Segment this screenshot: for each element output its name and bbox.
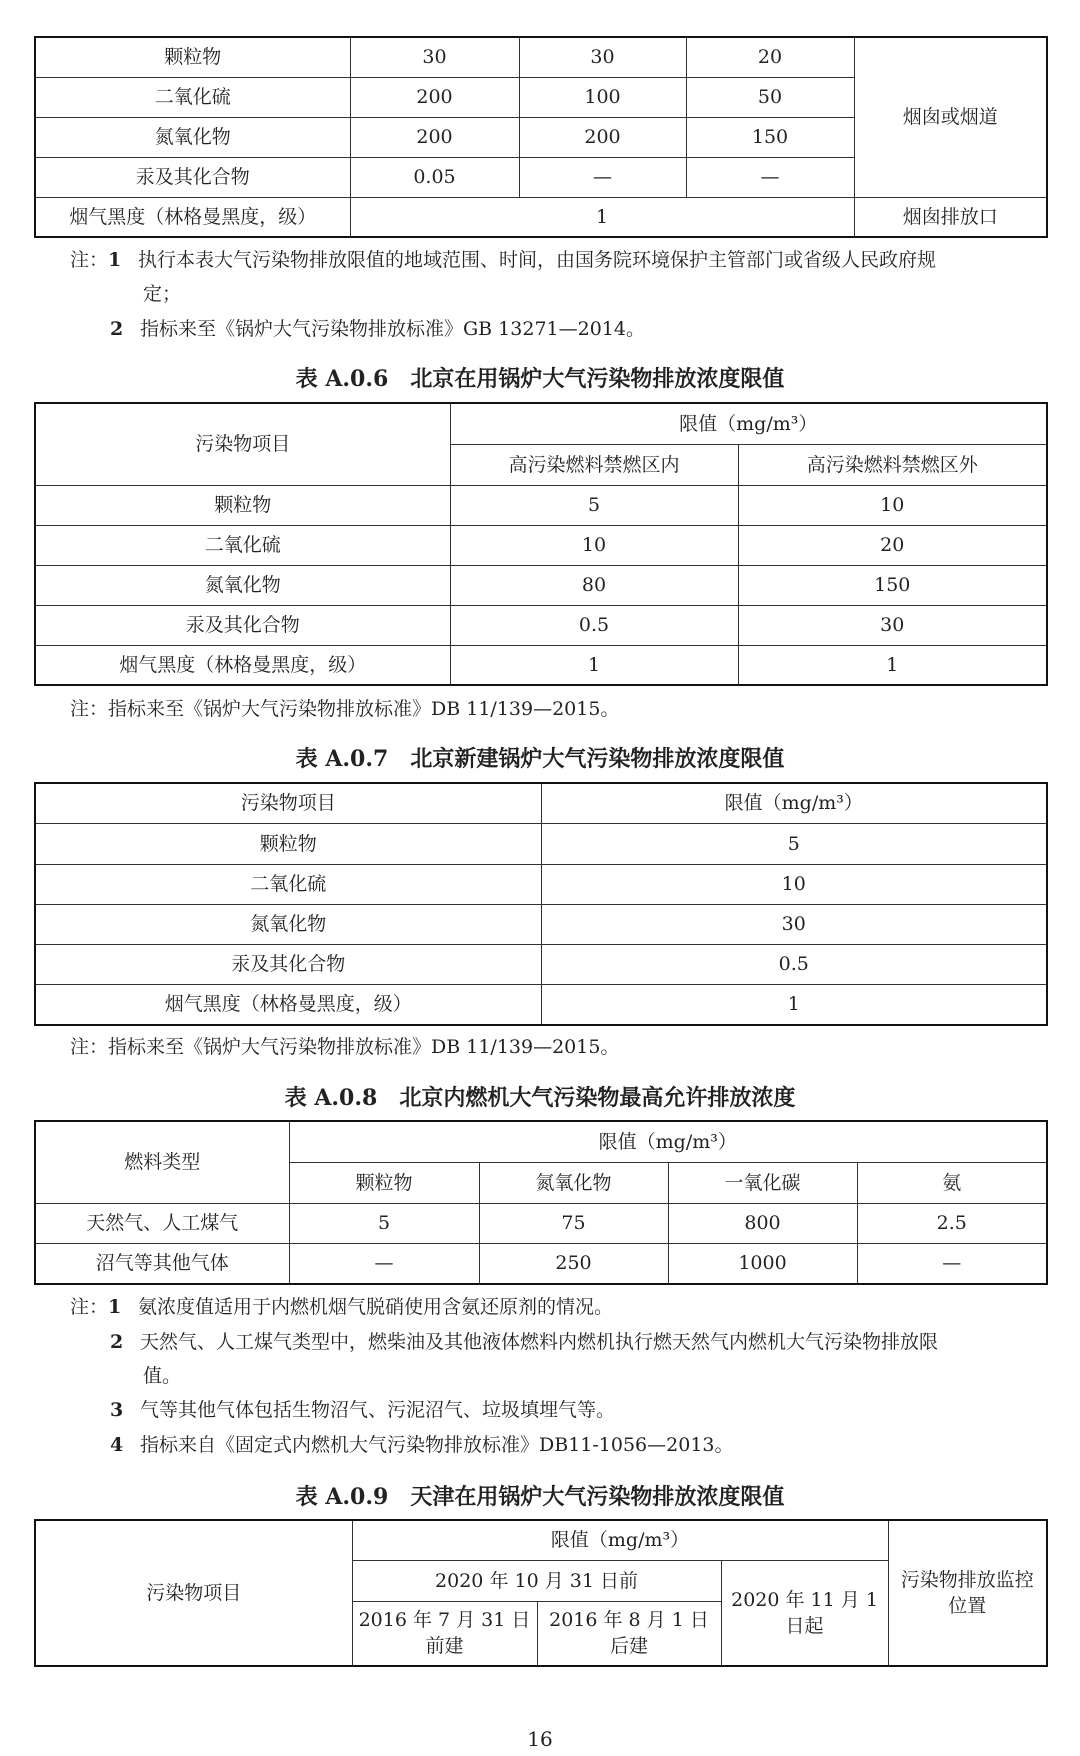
note-text: 气等其他气体包括生物沼气、污泥沼气、垃圾填埋气等。 xyxy=(140,1399,616,1421)
header-cell: 限值（mg/m³） xyxy=(541,783,1047,823)
note-text: 指标来至《锅炉大气污染物排放标准》GB 13271—2014。 xyxy=(140,318,645,340)
cell: 烟气黑度（林格曼黑度，级） xyxy=(35,197,350,237)
cell: 5 xyxy=(541,823,1047,864)
cell: 1 xyxy=(541,984,1047,1025)
cell: 颗粒物 xyxy=(35,37,350,77)
table-row xyxy=(35,1243,1047,1284)
note-line xyxy=(110,1430,734,1457)
cell: 30 xyxy=(350,37,519,77)
table-row xyxy=(35,944,1047,984)
header-cell: 限值（mg/m³） xyxy=(352,1520,888,1560)
note-text: 天然气、人工煤气类型中，燃柴油及其他液体燃料内燃机执行燃天然气内燃机大气污染物排放限 xyxy=(140,1331,939,1353)
cell: 颗粒物 xyxy=(35,823,541,864)
table-row xyxy=(35,197,1047,237)
note-text: 定； xyxy=(143,283,182,305)
cell: 1 xyxy=(350,197,854,237)
cell: 30 xyxy=(738,605,1047,645)
table-title: 表 A.0.6 北京在用锅炉大气污染物排放浓度限值 xyxy=(295,366,785,392)
cell: 50 xyxy=(686,77,854,117)
note-number: 2 xyxy=(110,1331,124,1353)
table-title: 表 A.0.8 北京内燃机大气污染物最高允许排放浓度 xyxy=(284,1085,796,1111)
cell: 1 xyxy=(450,645,738,685)
header-cell: 污染物项目 xyxy=(35,783,541,823)
note-text: 注：指标来至《锅炉大气污染物排放标准》DB 11/139—2015。 xyxy=(70,1036,620,1058)
note-number: 3 xyxy=(110,1399,124,1421)
cell: 30 xyxy=(541,904,1047,944)
table-a05-continuation xyxy=(34,36,1048,238)
cell: 2.5 xyxy=(857,1203,1047,1243)
cell: 75 xyxy=(479,1203,668,1243)
note-prefix: 注： xyxy=(70,1296,109,1318)
table-a06 xyxy=(34,402,1048,686)
cell-location: 烟囱排放口 xyxy=(854,197,1047,237)
cell: 10 xyxy=(450,525,738,565)
cell: 汞及其化合物 xyxy=(35,944,541,984)
page-number: 16 xyxy=(527,1727,553,1751)
table-a07 xyxy=(34,782,1048,1026)
cell: 0.5 xyxy=(450,605,738,645)
table-row xyxy=(35,645,1047,685)
header-cell: 2020 年 11 月 1 日起 xyxy=(721,1560,888,1666)
header-cell: 颗粒物 xyxy=(289,1162,479,1203)
table-title: 表 A.0.9 天津在用锅炉大气污染物排放浓度限值 xyxy=(295,1484,785,1510)
cell: 0.5 xyxy=(541,944,1047,984)
cell: 汞及其化合物 xyxy=(35,157,350,197)
cell: 汞及其化合物 xyxy=(35,605,450,645)
header-cell: 污染物项目 xyxy=(35,403,450,485)
note-line xyxy=(110,1395,615,1422)
header-cell: 污染物排放监控位置 xyxy=(888,1520,1047,1666)
header-cell: 高污染燃料禁燃区内 xyxy=(450,444,738,485)
note-number: 1 xyxy=(108,249,122,271)
note-line xyxy=(110,314,645,341)
note-line xyxy=(70,1292,613,1319)
cell: 二氧化硫 xyxy=(35,77,350,117)
header-cell: 污染物项目 xyxy=(35,1520,352,1666)
table-row xyxy=(35,984,1047,1025)
header-cell: 限值（mg/m³） xyxy=(289,1121,1047,1162)
note-number: 2 xyxy=(110,318,124,340)
table-title: 表 A.0.7 北京新建锅炉大气污染物排放浓度限值 xyxy=(295,746,785,772)
table-row xyxy=(35,525,1047,565)
note-number: 1 xyxy=(108,1296,122,1318)
header-cell: 燃料类型 xyxy=(35,1121,289,1203)
table-a09 xyxy=(34,1519,1048,1667)
cell: 200 xyxy=(350,117,519,157)
table-row xyxy=(35,37,1047,77)
cell: 1 xyxy=(738,645,1047,685)
cell: 10 xyxy=(738,485,1047,525)
cell: 烟气黑度（林格曼黑度，级） xyxy=(35,984,541,1025)
cell: 二氧化硫 xyxy=(35,864,541,904)
header-cell: 一氧化碳 xyxy=(668,1162,857,1203)
cell: 天然气、人工煤气 xyxy=(35,1203,289,1243)
cell: 0.05 xyxy=(350,157,519,197)
table-a08 xyxy=(34,1120,1048,1285)
cell: 150 xyxy=(686,117,854,157)
cell: 250 xyxy=(479,1243,668,1284)
cell: 20 xyxy=(686,37,854,77)
header-cell: 2020 年 10 月 31 日前 xyxy=(352,1560,721,1601)
cell: 氮氧化物 xyxy=(35,565,450,605)
note-text: 氨浓度值适用于内燃机烟气脱硝使用含氨还原剂的情况。 xyxy=(138,1296,614,1318)
cell: 200 xyxy=(519,117,686,157)
cell: 沼气等其他气体 xyxy=(35,1243,289,1284)
cell: 氮氧化物 xyxy=(35,904,541,944)
table-row xyxy=(35,864,1047,904)
note-line xyxy=(110,1327,938,1354)
cell: 5 xyxy=(289,1203,479,1243)
note-number: 4 xyxy=(110,1434,124,1456)
header-cell: 氮氧化物 xyxy=(479,1162,668,1203)
cell: 烟气黑度（林格曼黑度，级） xyxy=(35,645,450,685)
header-cell: 氨 xyxy=(857,1162,1047,1203)
table-row xyxy=(35,823,1047,864)
cell: 150 xyxy=(738,565,1047,605)
header-cell: 限值（mg/m³） xyxy=(450,403,1047,444)
table-row xyxy=(35,904,1047,944)
cell: 颗粒物 xyxy=(35,485,450,525)
table-row xyxy=(35,1203,1047,1243)
note-prefix: 注： xyxy=(70,249,109,271)
cell: 1000 xyxy=(668,1243,857,1284)
cell-location: 烟囱或烟道 xyxy=(854,37,1047,197)
note-text: 执行本表大气污染物排放限值的地域范围、时间，由国务院环境保护主管部门或省级人民政府规 xyxy=(138,249,937,271)
cell: 氮氧化物 xyxy=(35,117,350,157)
note-text: 注：指标来至《锅炉大气污染物排放标准》DB 11/139—2015。 xyxy=(70,698,620,720)
note-text: 指标来自《固定式内燃机大气污染物排放标准》DB11-1056—2013。 xyxy=(140,1434,734,1456)
cell: — xyxy=(857,1243,1047,1284)
cell: 20 xyxy=(738,525,1047,565)
header-cell: 2016 年 8 月 1 日后建 xyxy=(537,1601,721,1666)
cell: 80 xyxy=(450,565,738,605)
table-row xyxy=(35,485,1047,525)
note-line xyxy=(70,245,936,272)
header-cell: 2016 年 7 月 31 日前建 xyxy=(352,1601,537,1666)
cell: 30 xyxy=(519,37,686,77)
note-text: 值。 xyxy=(143,1365,182,1387)
cell: 100 xyxy=(519,77,686,117)
table-row xyxy=(35,605,1047,645)
cell: 二氧化硫 xyxy=(35,525,450,565)
header-cell: 高污染燃料禁燃区外 xyxy=(738,444,1047,485)
cell: — xyxy=(686,157,854,197)
cell: 800 xyxy=(668,1203,857,1243)
cell: 5 xyxy=(450,485,738,525)
table-row xyxy=(35,565,1047,605)
cell: 200 xyxy=(350,77,519,117)
cell: — xyxy=(519,157,686,197)
cell: 10 xyxy=(541,864,1047,904)
cell: — xyxy=(289,1243,479,1284)
